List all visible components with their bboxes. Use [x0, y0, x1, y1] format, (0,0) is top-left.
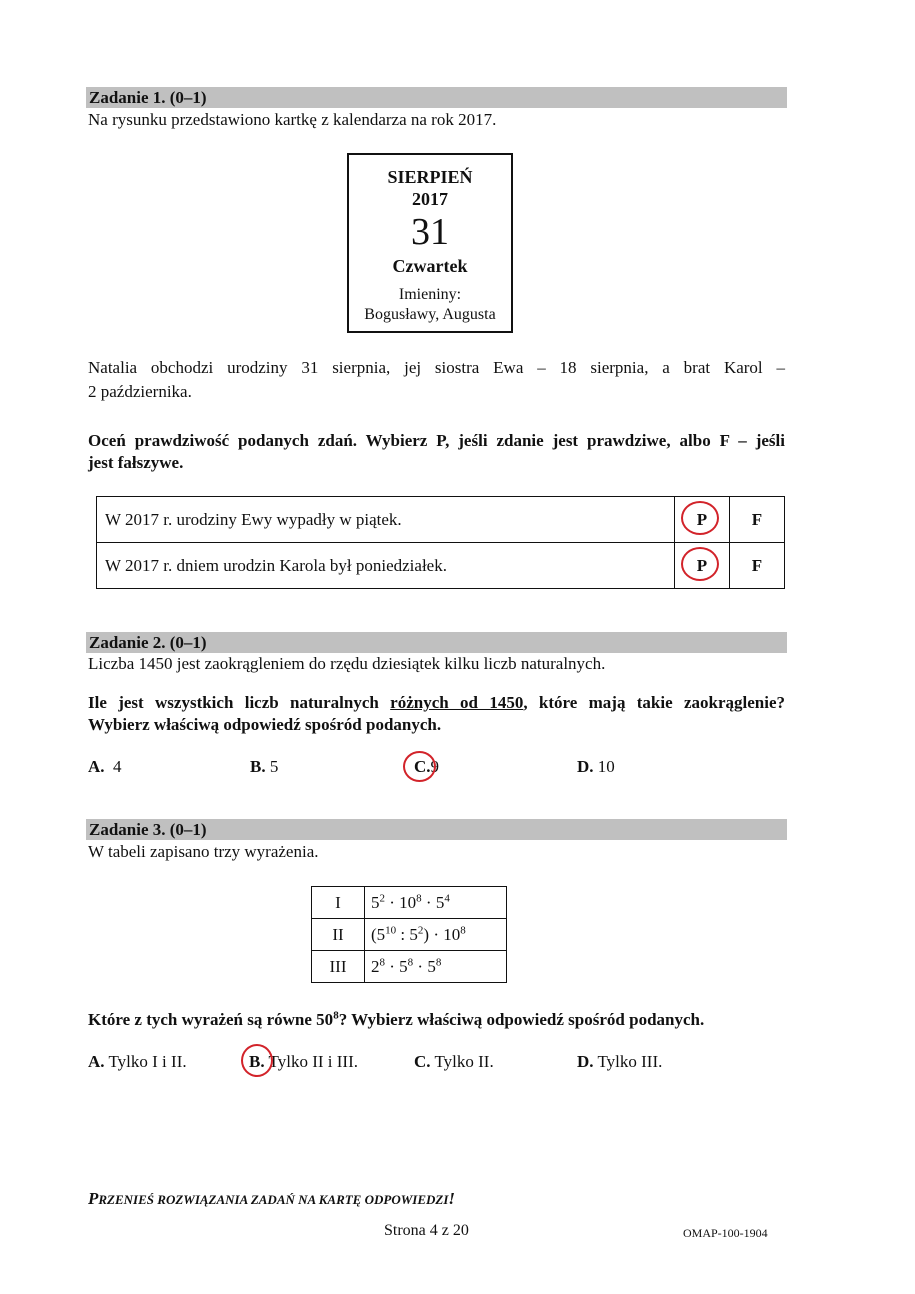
task3-intro: W tabeli zapisano trzy wyrażenia. [88, 842, 319, 861]
statement-cell: W 2017 r. dniem urodzin Karola był poniedziałek. [97, 543, 675, 589]
task3-question: Które z tych wyrażeń są równe $50^8$? Wybierz właściwą odpowiedź spośród podanych. [88, 1009, 705, 1029]
calendar-weekday: Czwartek [392, 256, 468, 276]
option-f-cell[interactable] [730, 497, 785, 543]
answer-d[interactable] [577, 1051, 662, 1073]
expression-cell: $2^8 \cdot 5^8 \cdot 5^8$ [365, 951, 507, 983]
option-p: P [696, 509, 708, 529]
calendar-year: 2017 [412, 189, 448, 209]
answer-text: 4 [113, 757, 122, 776]
answer-text: Tylko II i III. [264, 1052, 358, 1071]
answer-letter: D. [577, 757, 594, 776]
answer-a[interactable] [88, 756, 122, 778]
task2-question-underlined: różnych od 1450 [390, 693, 524, 712]
task1-instruction-line2: jest fałszywe. [88, 453, 184, 472]
calendar-names-label: Imieniny: [398, 286, 462, 303]
answer-mark-circle [241, 1044, 273, 1077]
expression-cell: $5^2 \cdot 10^8 \cdot 5^4$ [365, 887, 507, 919]
table-row [97, 543, 785, 589]
option-p: P [696, 555, 708, 575]
answer-d[interactable] [577, 756, 615, 778]
task1-story-line2: 2 października. [88, 382, 192, 401]
expression-cell: ($5^{10}$ : $5^2) \cdot 10^8$ [365, 919, 507, 951]
option-f-cell[interactable] [730, 543, 785, 589]
transfer-note: PRZENIEŚ ROZWIĄZANIA ZADAŃ NA KARTĘ ODPOWIEDZI! [88, 1189, 456, 1208]
answer-text: Tylko III. [593, 1052, 663, 1071]
answer-text: 5 [269, 757, 279, 776]
answer-a[interactable] [88, 1051, 187, 1073]
option-f: F [751, 509, 763, 529]
calendar-day: 31 [411, 211, 449, 253]
answer-letter: B. [249, 1052, 265, 1071]
answer-text: 10 [597, 757, 615, 776]
answer-mark-circle [681, 501, 719, 535]
task1-story-line1: Natalia obchodzi urodziny 31 sierpnia, jej siostra Ewa – 18 sierpnia, a brat Karol – [88, 358, 785, 377]
table-row [312, 919, 507, 951]
statement-cell: W 2017 r. urodziny Ewy wypadły w piątek. [97, 497, 675, 543]
task3-header: Zadanie 3. (0–1) [86, 819, 787, 840]
expressions-table [311, 886, 507, 983]
option-p-cell[interactable] [675, 497, 730, 543]
table-row [312, 887, 507, 919]
answer-letter: B. [250, 757, 266, 776]
expression-label: II [312, 919, 365, 951]
answer-text: Tylko I i II. [104, 1052, 187, 1071]
table-row [312, 951, 507, 983]
task1-instruction-line1: Oceń prawdziwość podanych zdań. Wybierz P, jeśli zdanie jest prawdziwe, albo F – jeśli [88, 431, 785, 450]
task1-header: Zadanie 1. (0–1) [86, 87, 787, 108]
answer-mark-circle [403, 751, 436, 782]
expression-label: III [312, 951, 365, 983]
task2-question-line2: Wybierz właściwą odpowiedź spośród podanych. [88, 715, 442, 734]
expression-label: I [312, 887, 365, 919]
table-row [97, 497, 785, 543]
page-number: Strona 4 z 20 [384, 1222, 469, 1239]
answer-c[interactable] [414, 1051, 494, 1073]
answer-letter: D. [577, 1052, 594, 1071]
true-false-table [96, 496, 785, 589]
calendar-card [347, 153, 513, 333]
task1-intro: Na rysunku przedstawiono kartkę z kalendarza na rok 2017. [88, 110, 497, 129]
answer-b[interactable] [250, 756, 278, 778]
option-f: F [751, 555, 763, 575]
answer-letter: A. [88, 1052, 105, 1071]
answer-text: Tylko II. [430, 1052, 494, 1071]
calendar-month: SIERPIEŃ [387, 167, 473, 187]
answer-letter: C. [414, 757, 431, 776]
document-code: OMAP-100-1904 [683, 1226, 768, 1240]
task2-intro: Liczba 1450 jest zaokrągleniem do rzędu dziesiątek kilku liczb naturalnych. [88, 654, 606, 673]
answer-mark-circle [681, 547, 719, 581]
answer-letter: A. [88, 757, 105, 776]
calendar-names: Bogusławy, Augusta [364, 306, 496, 323]
task2-header: Zadanie 2. (0–1) [86, 632, 787, 653]
answer-text: 9 [430, 757, 440, 776]
task2-question-part2: , które mają takie zaokrąglenie? [523, 693, 786, 712]
option-p-cell[interactable] [675, 543, 730, 589]
task2-question-line1 [88, 692, 785, 714]
answer-letter: C. [414, 1052, 431, 1071]
task2-question-part1: Ile jest wszystkich liczb naturalnych [88, 693, 391, 712]
